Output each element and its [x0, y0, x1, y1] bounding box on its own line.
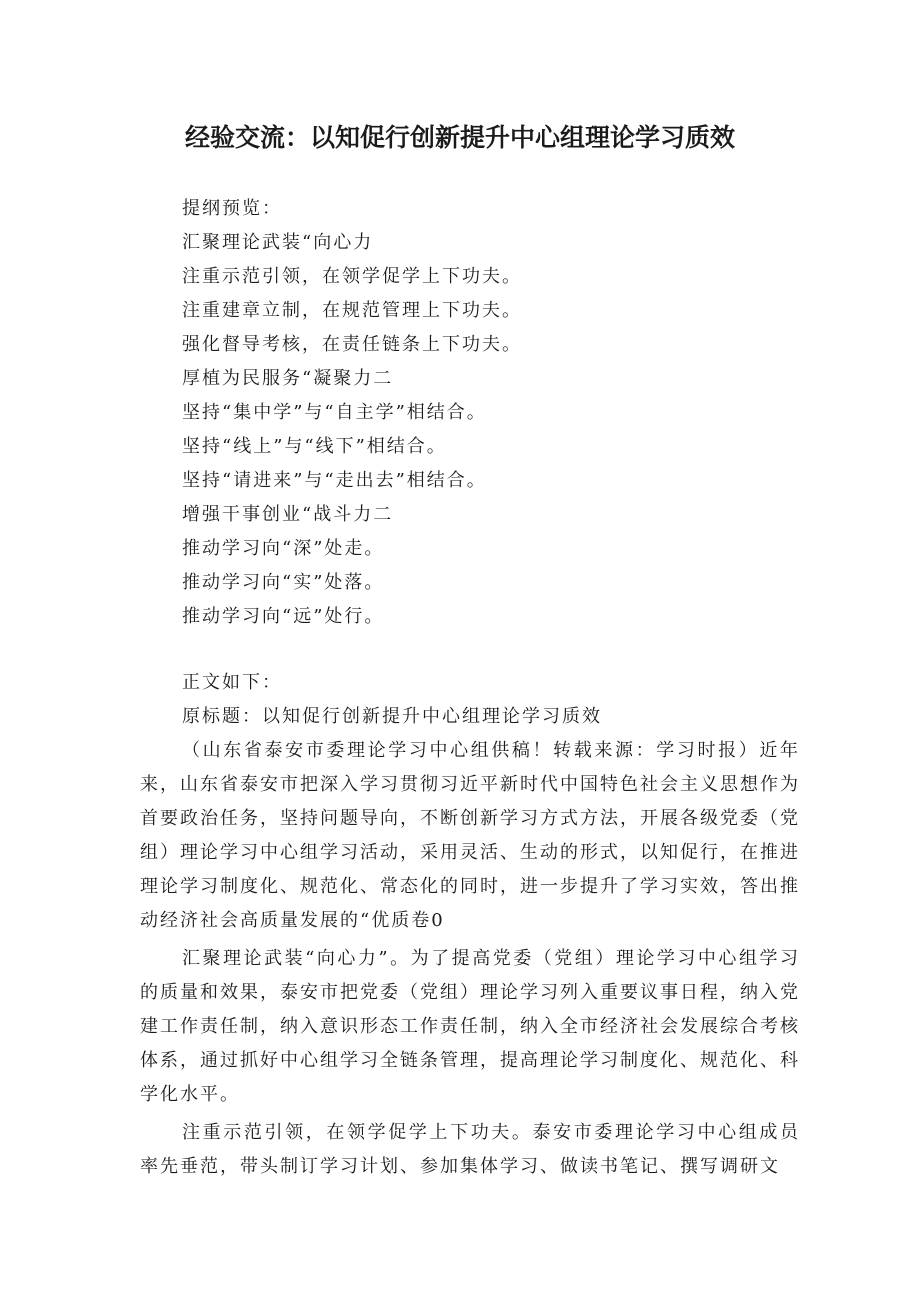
body-paragraph: 注重示范引领，在领学促学上下功夫。泰安市委理论学习中心组成员率先垂范，带头制订学习计划、参加集体学习、做读书笔记、撰写调研文: [140, 1122, 800, 1177]
document-title: 经验交流：以知促行创新提升中心组理论学习质效: [184, 123, 735, 152]
outline-item: 推动学习向“实”处落。: [182, 572, 385, 593]
body-section: [140, 666, 800, 1188]
outline-item: 增强干事创业“战斗力二: [182, 504, 394, 525]
outline-item: 厚植为民服务“凝聚力二: [182, 368, 394, 389]
outline-item: 坚持“集中学”与“自主学”相结合。: [182, 402, 487, 423]
original-title: 原标题：以知促行创新提升中心组理论学习质效: [182, 706, 602, 727]
outline-item: 推动学习向“深”处走。: [182, 538, 385, 559]
outline-section: [182, 192, 822, 634]
outline-heading: 提纲预览：: [182, 198, 282, 219]
outline-item: 注重示范引领，在领学促学上下功夫。: [182, 266, 522, 287]
body-paragraph: （山东省泰安市委理论学习中心组供稿！转载来源：学习时报）近年来，山东省泰安市把深入学习贯彻习近平新时代中国特色社会主义思想作为首要政治任务，坚持问题导向，不断创新学习方式方法，开展各级党委（党组）理论学习中心组学习活动，采用灵活、生动的形式，以知促行，在推进理论学习制度化、规范化、常态化的同时，进一步提升了学习实效，答出推动经济社会高质量发展的“优质卷0: [140, 740, 800, 931]
outline-item: 汇聚理论武装“向心力: [182, 232, 374, 253]
outline-item: 坚持“线上”与“线下”相结合。: [182, 436, 447, 457]
outline-item: 注重建章立制，在规范管理上下功夫。: [182, 300, 522, 321]
body-paragraph: 汇聚理论武装“向心力”。为了提高党委（党组）理论学习中心组学习的质量和效果，泰安市把党委（党组）理论学习列入重要议事日程，纳入党建工作责任制，纳入意识形态工作责任制，纳入全市经济社会发展综合考核体系，通过抓好中心组学习全链条管理，提高理论学习制度化、规范化、科学化水平。: [140, 948, 800, 1105]
outline-item: 强化督导考核，在责任链条上下功夫。: [182, 334, 522, 355]
outline-item: 坚持“请进来”与“走出去”相结合。: [182, 470, 487, 491]
body-intro-label: 正文如下：: [182, 672, 282, 693]
outline-item: 推动学习向“远”处行。: [182, 606, 385, 627]
